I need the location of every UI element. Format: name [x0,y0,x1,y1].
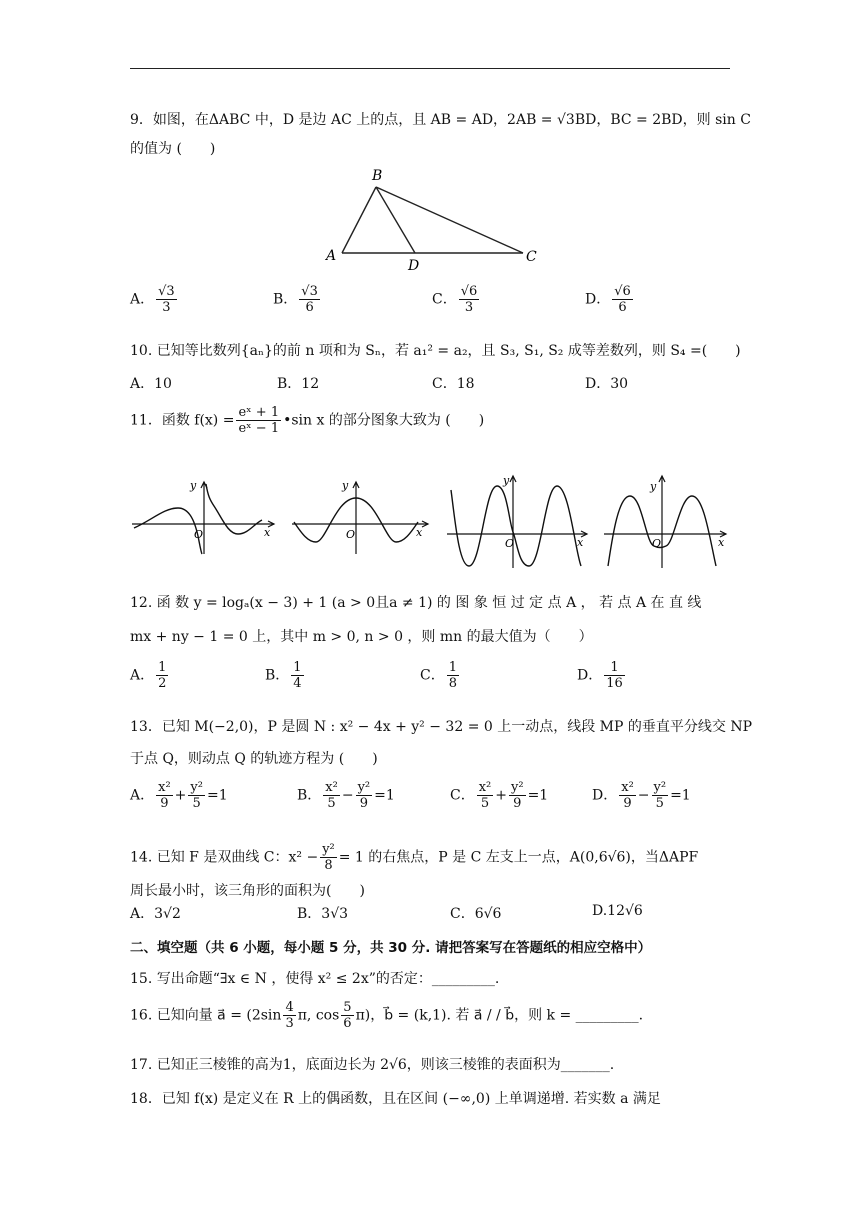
q13-line1: 13．已知 M(−2,0)，P 是圆 N : x² − 4x + y² − 32 = 0 上一动点，线段 MP 的垂直平分线交 NP [130,719,753,735]
label-D: D [408,258,420,274]
q12-line2: mx + ny − 1 = 0 上，其中 m > 0, n > 0 ，则 mn 的最大值为（ ） [130,629,593,645]
graph-d-origin-label: O [652,537,662,550]
q14-option-b[interactable]: B．3√3 [297,906,349,922]
graph-b-x-label: x [416,526,423,539]
label-B: B [372,168,383,184]
graph-d-x-label: x [718,536,725,549]
graph-d-y-label: y [650,480,657,493]
q12-option-d[interactable]: D． $\frac{1}{16}$ [577,660,623,691]
q11-graph-d[interactable] [600,470,730,570]
q12-line1: 12. 函 数 y = logₐ(x − 3) + 1 (a > 0且a ≠ 1) 的 图 象 恒 过 定 点 A ， 若 点 A 在 直 线 [130,595,702,611]
graph-a-origin-label: O [194,528,204,541]
graph-c-origin-label: O [505,537,515,550]
q10-option-d[interactable]: D．30 [585,376,629,392]
q11-text: 11．函数 f(x) = $\frac{\text{eˣ + 1}}{\text{eˣ − 1}}$ •sin x 的部分图象大致为 ( ) [130,405,485,436]
q12-option-a[interactable]: A． $\frac{1}{2}$ [130,660,167,691]
q10-option-a[interactable]: A．10 [130,376,172,392]
q9-option-b[interactable]: B． $\frac{√3}{6}$ [273,284,318,315]
label-A: A [326,248,337,264]
q9-option-d[interactable]: D． $\frac{√6}{6}$ [585,284,631,315]
q12-option-c[interactable]: C． $\frac{1}{8}$ [420,660,457,691]
q14-line2: 周长最小时，该三角形的面积为( ) [130,883,365,899]
q16-text: 16. 已知向量 a⃗ = (2sin $\frac{4}{3}$ π, cos $\frac{5}{6}$ π)，b⃗ = (k,1). 若 a⃗ / / b⃗，则 k = _________. [130,1000,644,1031]
graph-a-y-label: y [190,479,197,492]
graph-b-y-label: y [342,479,349,492]
q15-text: 15. 写出命题“∃x ∈ N ，使得 x² ≤ 2x”的否定：_________. [130,971,500,987]
q14-option-d[interactable]: D.12√6 [592,903,643,919]
q13-line2: 于点 Q，则动点 Q 的轨迹方程为 ( ) [130,751,378,767]
q14-option-c[interactable]: C．6√6 [450,906,502,922]
q11-graph-c[interactable] [443,470,591,570]
q13-option-c[interactable]: C． $\frac{\text{x²}}{5}$ + $\frac{\text{y²}}{9}$ =1 [450,780,549,811]
graph-b-origin-label: O [346,528,356,541]
q17-text: 17. 已知正三棱锥的高为1，底面边长为 2√6，则该三棱锥的表面积为_______. [130,1057,615,1073]
q10-option-c[interactable]: C．18 [432,376,475,392]
graph-a-x-label: x [264,526,271,539]
header-rule [130,68,730,69]
q13-option-d[interactable]: D． $\frac{\text{x²}}{9}$ − $\frac{\text{y²}}{5}$ =1 [592,780,691,811]
q11-graph-a[interactable] [128,476,278,556]
graph-c-y-label: y [503,474,510,487]
q9-option-a[interactable]: A． $\frac{√3}{3}$ [130,284,175,315]
label-C: C [526,249,537,265]
q9-line2: 的值为 ( ) [130,141,216,157]
q14-option-a[interactable]: A．3√2 [130,906,181,922]
q9-option-c[interactable]: C． $\frac{√6}{3}$ [432,284,478,315]
q11-graph-b[interactable] [288,476,433,556]
graph-c-x-label: x [577,536,584,549]
q13-option-a[interactable]: A． $\frac{\text{x²}}{9}$ + $\frac{\text{y²}}{5}$ =1 [130,780,228,811]
q12-option-b[interactable]: B． $\frac{1}{4}$ [265,660,302,691]
q10-option-b[interactable]: B．12 [277,376,320,392]
q14-line1: 14. 已知 F 是双曲线 C：x² − $\frac{\text{y²}}{8}$ = 1 的右焦点，P 是 C 左支上一点，A(0,6√6)，当ΔAPF [130,842,699,873]
q13-option-b[interactable]: B． $\frac{\text{x²}}{5}$ − $\frac{\text{y²}}{9}$ =1 [297,780,395,811]
q9-triangle-figure [320,164,550,274]
q10-text: 10. 已知等比数列{aₙ}的前 n 项和为 Sₙ，若 a₁² = a₂，且 S₃, S₁, S₂ 成等差数列，则 S₄ =( ) [130,343,741,359]
q9-line1: 9．如图，在ΔABC 中，D 是边 AC 上的点，且 AB = AD，2AB = √3BD，BC = 2BD，则 sin C [130,112,751,128]
q18-text: 18．已知 f(x) 是定义在 R 上的偶函数，且在区间 (−∞,0) 上单调递增. 若实数 a 满足 [130,1091,661,1107]
section-2-heading: 二、填空题（共 6 小题，每小题 5 分，共 30 分. 请把答案写在答题纸的相应空格中） [130,940,652,956]
